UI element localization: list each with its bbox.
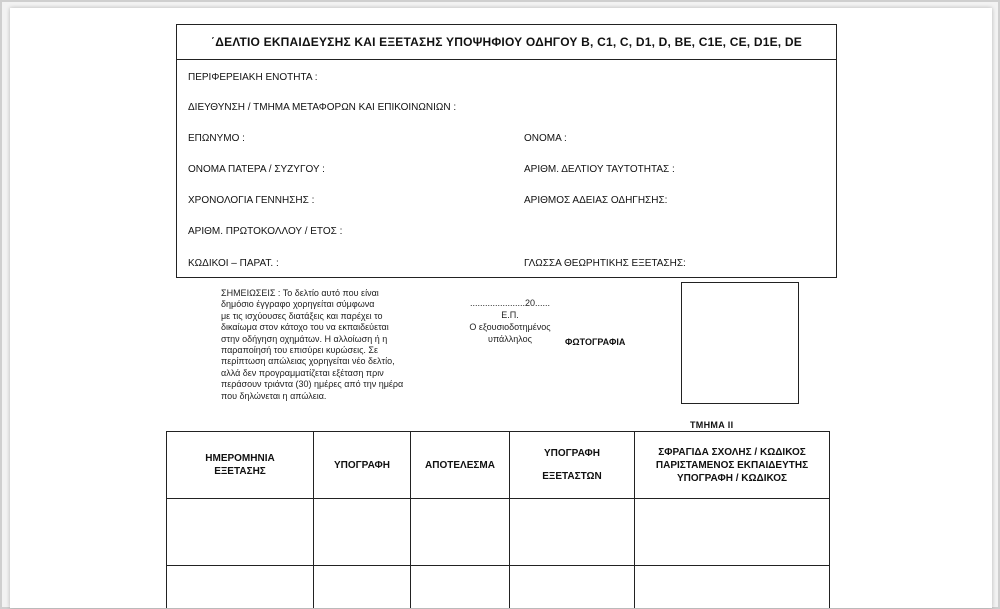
notes-line: δικαίωμα στον κάτοχο του να εκπαιδεύεται <box>221 322 389 333</box>
exam-table <box>166 431 830 608</box>
notes-line: που δηλώνεται η απώλεια. <box>221 390 327 401</box>
notes-line: στην οδήγηση οχημάτων. Η αλλοίωση ή η <box>221 333 388 344</box>
official-line-2: υπάλληλος <box>488 334 532 344</box>
field-codes: ΚΩΔΙΚΟΙ – ΠΑΡΑΤ. : <box>188 258 279 269</box>
header-line: ΗΜΕΡΟΜΗΝΙΑ <box>205 453 275 464</box>
notes-line: ΣΗΜΕΙΩΣΕΙΣ : Το δελτίο αυτό που είναι <box>221 288 379 298</box>
table-cell <box>510 566 635 609</box>
header-signature <box>314 432 411 499</box>
candidate-info-box <box>176 59 837 278</box>
notes-line: δημόσιο έγγραφο χορηγείται σύμφωνα <box>221 299 375 310</box>
table-row <box>167 499 830 566</box>
document-page <box>10 8 992 608</box>
header-exam-date <box>167 432 314 499</box>
field-father-spouse: ΟΝΟΜΑ ΠΑΤΕΡΑ / ΣΥΖΥΓΟΥ : <box>188 164 325 175</box>
header-line: ΕΞΕΤΑΣΤΩΝ <box>542 471 602 482</box>
notes-line: παραποίησή του επισύρει κυρώσεις. Σε <box>221 345 378 356</box>
table-header-row <box>167 432 830 499</box>
header-line: ΥΠΟΓΡΑΦΗ / ΚΩΔΙΚΟΣ <box>676 472 788 484</box>
photo-box <box>681 282 799 404</box>
date-line: ......................20...... <box>469 298 551 308</box>
table-cell <box>167 499 314 566</box>
field-id-card: ΑΡΙΘΜ. ΔΕΛΤΙΟΥ ΤΑΥΤΟΤΗΤΑΣ : <box>524 164 675 175</box>
header-line: ΥΠΟΓΡΑΦΗ <box>334 459 390 471</box>
header-school-stamp <box>635 432 830 499</box>
field-birth-year: ΧΡΟΝΟΛΟΓΙΑ ΓΕΝΝΗΣΗΣ : <box>188 195 315 206</box>
table-row <box>167 566 830 609</box>
table-cell <box>510 499 635 566</box>
ep-label: Ε.Π. <box>501 310 519 320</box>
table-cell <box>635 566 830 609</box>
header-examiners-signature <box>510 432 635 499</box>
notes-line: με τις ισχύουσες διατάξεις και παρέχει το <box>221 310 383 321</box>
table-cell <box>411 566 510 609</box>
official-line-1: Ο εξουσιοδοτημένος <box>469 322 551 332</box>
signature-block <box>450 297 570 345</box>
photo-label: ΦΩΤΟΓΡΑΦΙΑ <box>565 337 626 347</box>
field-name: ΟΝΟΜΑ : <box>524 133 567 144</box>
table-cell <box>167 566 314 609</box>
field-region: ΠΕΡΙΦΕΡΕΙΑΚΗ ΕΝΟΤΗΤΑ : <box>188 72 318 83</box>
table-cell <box>411 499 510 566</box>
field-protocol: ΑΡΙΘΜ. ΠΡΩΤΟΚΟΛΛΟΥ / ΕΤΟΣ : <box>188 226 343 237</box>
notes-line: περάσουν τριάντα (30) ημέρες από την ημέρα <box>221 379 404 390</box>
header-line: ΕΞΕΤΑΣΗΣ <box>214 466 266 477</box>
field-license-number: ΑΡΙΘΜΟΣ ΑΔΕΙΑΣ ΟΔΗΓΗΣΗΣ: <box>524 195 668 206</box>
section-label: ΤΜΗΜΑ ΙΙ <box>690 420 734 430</box>
field-surname: ΕΠΩΝΥΜΟ : <box>188 133 245 144</box>
field-theory-language: ΓΛΩΣΣΑ ΘΕΩΡΗΤΙΚΗΣ ΕΞΕΤΑΣΗΣ: <box>524 258 686 269</box>
header-result <box>411 432 510 499</box>
notes-paragraph <box>221 288 451 402</box>
table-cell <box>314 499 411 566</box>
header-line: ΣΦΡΑΓΙΔΑ ΣΧΟΛΗΣ / ΚΩΔΙΚΟΣ <box>658 446 806 458</box>
table-cell <box>314 566 411 609</box>
header-line: ΥΠΟΓΡΑΦΗ <box>544 448 600 459</box>
notes-line: αλλά δεν προγραμματίζεται εξέταση πριν <box>221 367 384 378</box>
form-title: ΄ΔΕΛΤΙΟ ΕΚΠΑΙΔΕΥΣΗΣ ΚΑΙ ΕΞΕΤΑΣΗΣ ΥΠΟΨΗΦΙΟΥ ΟΔΗΓΟΥ Β, C1, C, D1, D, BE, C1E, CE, D1E, DE <box>176 24 837 60</box>
field-directorate: ΔΙΕΥΘΥΝΣΗ / ΤΜΗΜΑ ΜΕΤΑΦΟΡΩΝ ΚΑΙ ΕΠΙΚΟΙΝΩΝΙΩΝ : <box>188 102 457 113</box>
header-line: ΠΑΡΙΣΤΑΜΕΝΟΣ ΕΚΠΑΙΔΕΥΤΗΣ <box>655 459 809 471</box>
header-line: ΑΠΟΤΕΛΕΣΜΑ <box>425 459 495 471</box>
table-cell <box>635 499 830 566</box>
notes-line: περίπτωση απώλειας χορηγείται νέο δελτίο, <box>221 356 395 367</box>
